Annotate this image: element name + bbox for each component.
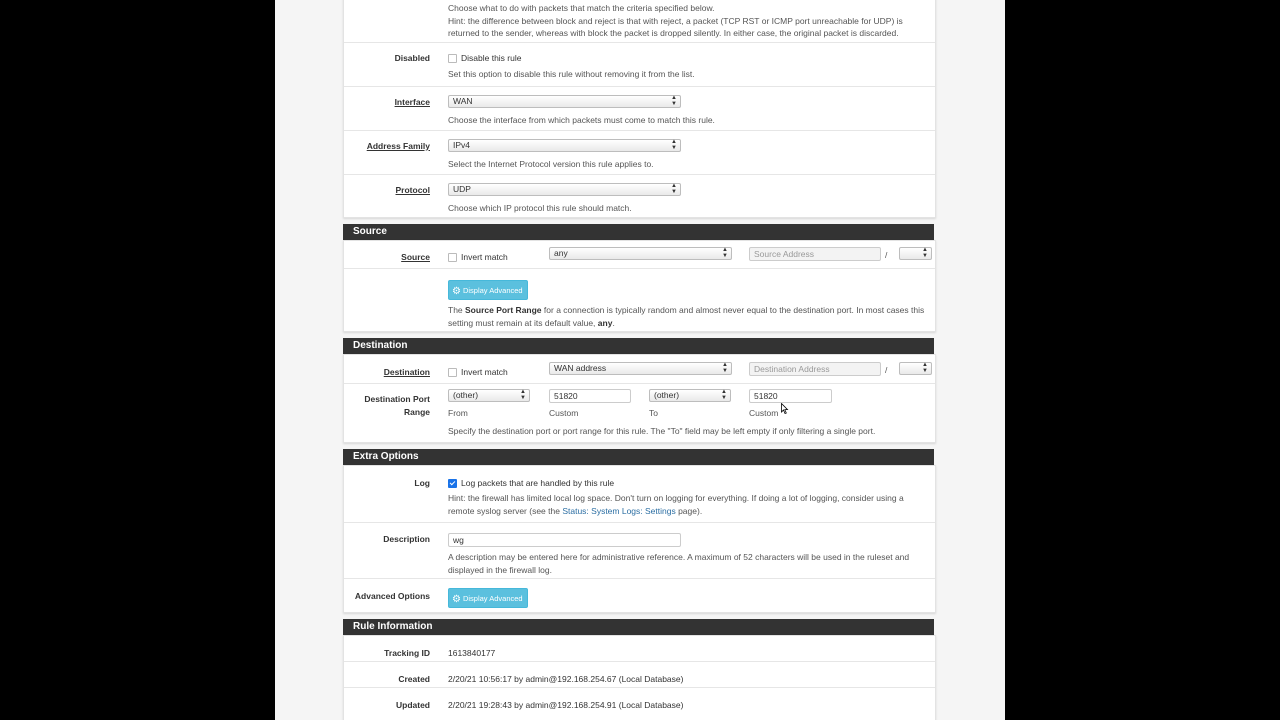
tracking-id-row (344, 636, 935, 662)
rule-information-panel (343, 635, 936, 720)
select-caret-icon: ▲ ▼ (922, 362, 928, 374)
address-family-help: Select the Internet Protocol version this rule applies to. (448, 159, 654, 169)
gear-icon: ⚙ (452, 594, 461, 605)
select-caret-icon: ▲ ▼ (671, 95, 677, 107)
port-from-custom-sublabel: Custom (549, 408, 579, 418)
destination-invert-checkbox[interactable] (448, 368, 457, 377)
description-help: A description may be entered here for administrative reference. A maximum of 52 characters will be used in the ruleset and displayed in the firewall log. (448, 552, 910, 575)
source-port-help: The Source Port Range for a connection is typically random and almost never equal to the destination port. In most cases this setting must remain at its default value, any. (448, 305, 925, 328)
disabled-label: Disabled (394, 53, 430, 63)
source-label[interactable]: Source (401, 252, 430, 262)
advanced-options-display-advanced-button[interactable]: ⚙ Display Advanced (448, 588, 528, 608)
updated-row (344, 688, 935, 713)
log-checkbox-label: Log packets that are handled by this rule (461, 478, 615, 488)
select-caret-icon: ▲ ▼ (721, 389, 727, 401)
source-invert-label: Invert match (461, 252, 508, 262)
advanced-options-label: Advanced Options (354, 591, 430, 601)
source-section-header: Source (343, 224, 934, 240)
source-type-select[interactable]: any ▲ ▼ (549, 247, 732, 260)
port-from-custom-input[interactable]: 51820 (549, 389, 631, 403)
rule-edit-panel (343, 0, 936, 218)
log-help: Hint: the firewall has limited local log space. Don't turn on logging for everything. If doing a lot of logging, consider using a remote syslog server (see the Status: System Logs: Settings page). (448, 493, 904, 516)
port-to-select[interactable]: (other) ▲ ▼ (649, 389, 731, 402)
description-row (344, 523, 935, 579)
mouse-cursor-icon (781, 403, 789, 415)
created-value: 2/20/21 10:56:17 by admin@192.168.254.67 (Local Database) (448, 674, 684, 684)
port-from-sublabel: From (448, 408, 468, 418)
destination-slash: / (885, 365, 888, 375)
source-address-input[interactable]: Source Address (749, 247, 881, 261)
extra-options-panel (343, 465, 936, 613)
address-family-select[interactable]: IPv4 ▲ ▼ (448, 139, 681, 152)
action-row (344, 0, 935, 43)
destination-address-input[interactable]: Destination Address (749, 362, 881, 376)
interface-help: Choose the interface from which packets must come to match this rule. (448, 115, 715, 125)
select-caret-icon: ▲ ▼ (671, 183, 677, 195)
log-checkbox[interactable] (448, 479, 457, 488)
destination-section-header: Destination (343, 338, 934, 354)
source-row (344, 241, 935, 269)
description-label: Description (383, 534, 430, 544)
destination-port-row (344, 384, 935, 443)
source-panel (343, 240, 936, 332)
extra-options-section-header: Extra Options (343, 449, 934, 465)
advanced-options-row (344, 579, 935, 614)
tracking-id-label: Tracking ID (384, 648, 430, 658)
port-from-select[interactable]: (other) ▲ ▼ (448, 389, 530, 402)
source-invert-checkbox[interactable] (448, 253, 457, 262)
source-mask-select[interactable] (899, 247, 932, 260)
address-family-row (344, 131, 935, 175)
interface-label[interactable]: Interface (394, 97, 430, 107)
gear-icon: ⚙ (452, 286, 461, 297)
interface-row (344, 87, 935, 131)
protocol-help: Choose which IP protocol this rule should match. (448, 203, 632, 213)
log-row (344, 466, 935, 523)
system-logs-settings-link[interactable]: Status: System Logs: Settings (562, 505, 676, 516)
disable-rule-checkbox[interactable] (448, 54, 457, 63)
protocol-row (344, 175, 935, 218)
source-display-advanced-button[interactable]: ⚙ Display Advanced (448, 280, 528, 300)
destination-mask-select[interactable] (899, 362, 932, 375)
port-to-sublabel: To (649, 408, 658, 418)
protocol-select[interactable]: UDP ▲ ▼ (448, 183, 681, 196)
source-slash: / (885, 250, 888, 260)
select-caret-icon: ▲ ▼ (722, 362, 728, 374)
rule-information-section-header: Rule Information (343, 619, 934, 635)
select-caret-icon: ▲ ▼ (520, 389, 526, 401)
select-caret-icon: ▲ ▼ (922, 247, 928, 259)
destination-port-help: Specify the destination port or port range for this rule. The "To" field may be left empty if only filtering a single port. (448, 426, 876, 436)
created-row (344, 662, 935, 688)
interface-select[interactable]: WAN ▲ ▼ (448, 95, 681, 108)
destination-type-select[interactable]: WAN address ▲ ▼ (549, 362, 732, 375)
address-family-label[interactable]: Address Family (366, 141, 430, 151)
destination-row (344, 355, 935, 384)
select-caret-icon: ▲ ▼ (722, 247, 728, 259)
disabled-row (344, 43, 935, 87)
page (275, 0, 1005, 720)
log-label: Log (414, 478, 430, 488)
description-input[interactable]: wg (448, 533, 681, 547)
select-caret-icon: ▲ ▼ (671, 139, 677, 151)
port-to-custom-input[interactable]: 51820 (749, 389, 832, 403)
disabled-help: Set this option to disable this rule without removing it from the list. (448, 69, 695, 79)
destination-invert-label: Invert match (461, 367, 508, 377)
tracking-id-value: 1613840177 (448, 648, 496, 658)
destination-port-label: Destination Port Range (364, 394, 430, 417)
created-label: Created (398, 674, 430, 684)
protocol-label[interactable]: Protocol (395, 185, 430, 195)
updated-value: 2/20/21 19:28:43 by admin@192.168.254.91 (Local Database) (448, 700, 684, 710)
updated-label: Updated (396, 700, 430, 710)
port-to-custom-sublabel: Custom (749, 408, 779, 418)
destination-label[interactable]: Destination (383, 367, 430, 377)
destination-panel (343, 354, 936, 443)
source-advanced-row (344, 269, 935, 332)
action-help: Choose what to do with packets that match the criteria specified below. Hint: the difference between block and reject is that with reject, a packet (TCP RST or ICMP port unreachable for UDP) is returned to the sender, whereas with block the packet is dropped silently. In either case, the original packet is discarded. (448, 3, 903, 38)
disable-rule-checkbox-label: Disable this rule (461, 53, 522, 63)
